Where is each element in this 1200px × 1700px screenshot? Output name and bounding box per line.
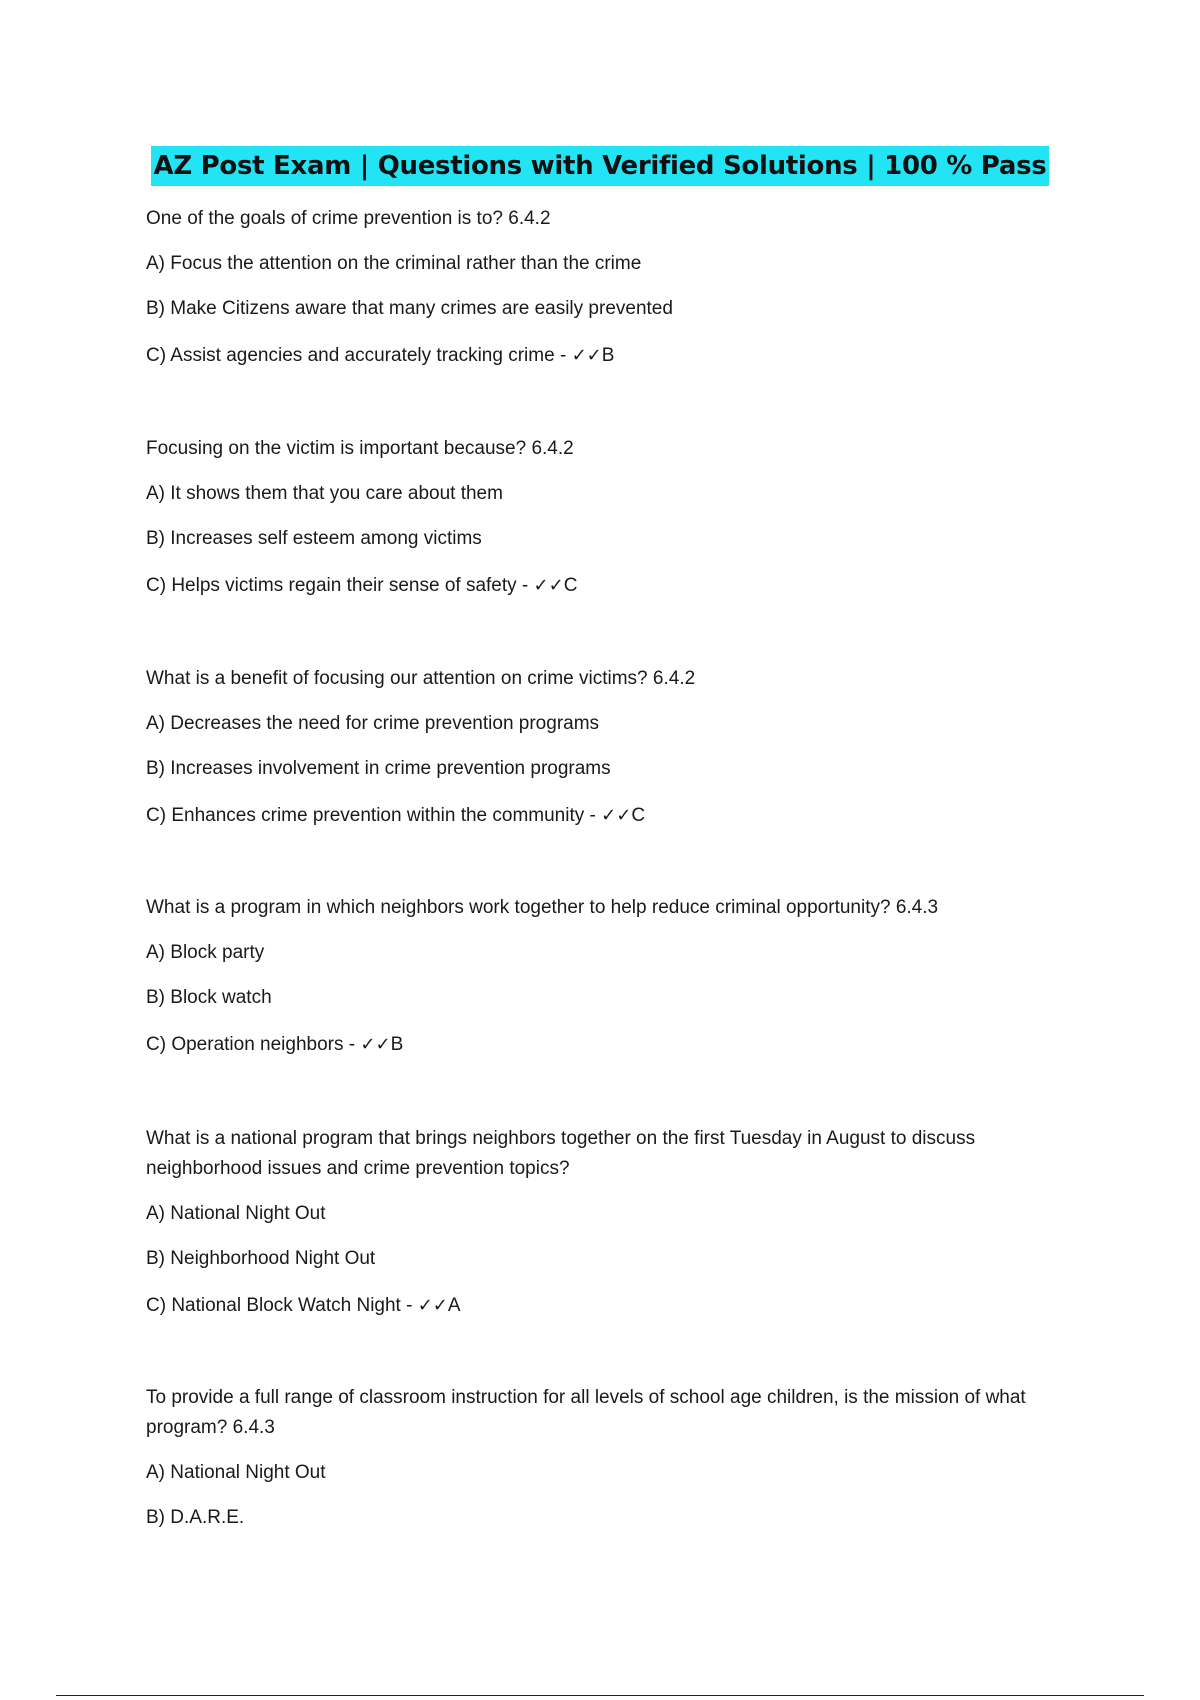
question-block bbox=[146, 204, 1066, 371]
option-c-text: C) Enhances crime prevention within the community - bbox=[146, 805, 602, 826]
question-block bbox=[146, 1383, 1066, 1533]
question-text: What is a program in which neighbors work together to help reduce criminal opportunity? 6.4.3 bbox=[146, 897, 939, 918]
option-c-text: C) National Block Watch Night - bbox=[146, 1295, 418, 1316]
option-a: A) National Night Out bbox=[146, 1462, 326, 1483]
option-c-text: C) Assist agencies and accurately tracking crime - bbox=[146, 345, 572, 366]
question-text: One of the goals of crime prevention is to? 6.4.2 bbox=[146, 208, 551, 229]
checkmark-icon: ✓✓ bbox=[571, 345, 602, 366]
question-text: What is a benefit of focusing our attention on crime victims? 6.4.2 bbox=[146, 668, 696, 689]
question-block bbox=[146, 1124, 1066, 1321]
checkmark-icon: ✓✓ bbox=[360, 1034, 391, 1055]
option-a: A) Decreases the need for crime prevention programs bbox=[146, 713, 600, 734]
answer-letter: C bbox=[631, 805, 646, 826]
checkmark-icon: ✓✓ bbox=[601, 805, 632, 826]
option-c-text: C) Operation neighbors - bbox=[146, 1034, 361, 1055]
answer-letter: B bbox=[601, 345, 615, 366]
option-b: B) Increases self esteem among victims bbox=[146, 528, 482, 549]
option-b: B) Neighborhood Night Out bbox=[146, 1248, 376, 1269]
option-c bbox=[146, 571, 1066, 601]
title-wrap bbox=[0, 146, 1200, 186]
option-b: B) Increases involvement in crime prevention programs bbox=[146, 758, 611, 779]
footer-divider bbox=[56, 1695, 1144, 1696]
answer-letter: B bbox=[390, 1034, 404, 1055]
option-a: A) Block party bbox=[146, 942, 265, 963]
question-block bbox=[146, 664, 1066, 831]
option-c bbox=[146, 341, 1066, 371]
option-a: A) It shows them that you care about them bbox=[146, 483, 503, 504]
question-text: Focusing on the victim is important because? 6.4.2 bbox=[146, 438, 574, 459]
option-b: B) D.A.R.E. bbox=[146, 1507, 245, 1528]
option-c-text: C) Helps victims regain their sense of safety - bbox=[146, 575, 534, 596]
option-a: A) Focus the attention on the criminal rather than the crime bbox=[146, 253, 642, 274]
option-c bbox=[146, 801, 1066, 831]
option-a: A) National Night Out bbox=[146, 1203, 326, 1224]
answer-letter: A bbox=[447, 1295, 461, 1316]
answer-letter: C bbox=[563, 575, 578, 596]
checkmark-icon: ✓✓ bbox=[417, 1295, 448, 1316]
question-block bbox=[146, 434, 1066, 601]
option-b: B) Block watch bbox=[146, 987, 272, 1008]
page-title: AZ Post Exam | Questions with Verified Solutions | 100 % Pass bbox=[151, 146, 1050, 186]
question-block bbox=[146, 893, 1066, 1060]
question-text: What is a national program that brings neighbors together on the first Tuesday in August to discuss neighborhood issues and crime prevention topics? bbox=[146, 1128, 976, 1179]
question-text: To provide a full range of classroom instruction for all levels of school age children, is the mission of what program? 6.4.3 bbox=[146, 1387, 1026, 1438]
option-b: B) Make Citizens aware that many crimes are easily prevented bbox=[146, 298, 673, 319]
checkmark-icon: ✓✓ bbox=[533, 575, 564, 596]
option-c bbox=[146, 1291, 1066, 1321]
option-c bbox=[146, 1030, 1066, 1060]
